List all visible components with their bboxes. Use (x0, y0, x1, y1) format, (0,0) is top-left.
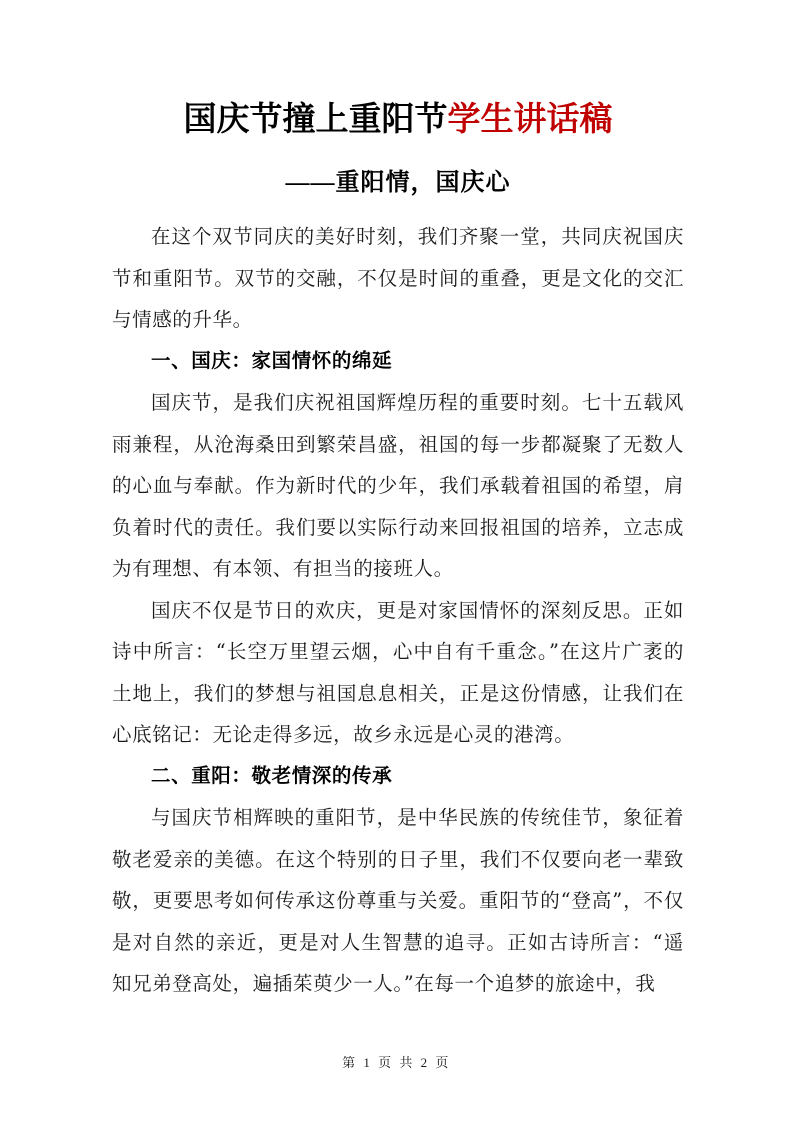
section-heading-1: 一、国庆：家国情怀的绵延 (151, 350, 393, 372)
page-title (108, 100, 688, 141)
body-paragraph: 在这个双节同庆的美好时刻，我们齐聚一堂，共同庆祝国庆节和重阳节。双节的交融，不仅是时间的重叠，更是文化的交汇与情感的升华。 (112, 225, 684, 331)
body-paragraph: 国庆节，是我们庆祝祖国辉煌历程的重要时刻。七十五载风雨兼程，从沧海桑田到繁荣昌盛，祖国的每一步都凝聚了无数人的心血与奉献。作为新时代的少年，我们承载着祖国的希望，肩负着时代的责任。我们要以实际行动来回报祖国的培养，立志成为有理想、有本领、有担当的接班人。 (112, 391, 684, 580)
page-footer: 第 1 页 共 2 页 (342, 1055, 451, 1070)
page-title-primary: 国庆节撞上重阳节 (183, 102, 448, 138)
section-heading-2: 二、重阳：敬老情深的传承 (151, 765, 393, 787)
body-paragraph: 与国庆节相辉映的重阳节，是中华民族的传统佳节，象征着敬老爱亲的美德。在这个特别的日子里，我们不仅要向老一辈致敬，更要思考如何传承这份尊重与关爱。重阳节的“登高”，不仅是对自然的亲近，更是对人生智慧的追寻。正如古诗所言：“遥知兄弟登高处，遍插茱萸少一人。”在每一个追梦的旅途中，我 (112, 806, 684, 995)
body-paragraph: 国庆不仅是节日的欢庆，更是对家国情怀的深刻反思。正如诗中所言：“长空万里望云烟，心中自有千重念。”在这片广袤的土地上，我们的梦想与祖国息息相关，正是这份情感，让我们在心底铭记：无论走得多远，故乡永远是心灵的港湾。 (112, 598, 684, 746)
document-body (112, 216, 684, 1005)
page-subtitle: ——重阳情，国庆心 (285, 170, 511, 196)
page-title-highlight: 学生讲话稿 (447, 102, 613, 138)
